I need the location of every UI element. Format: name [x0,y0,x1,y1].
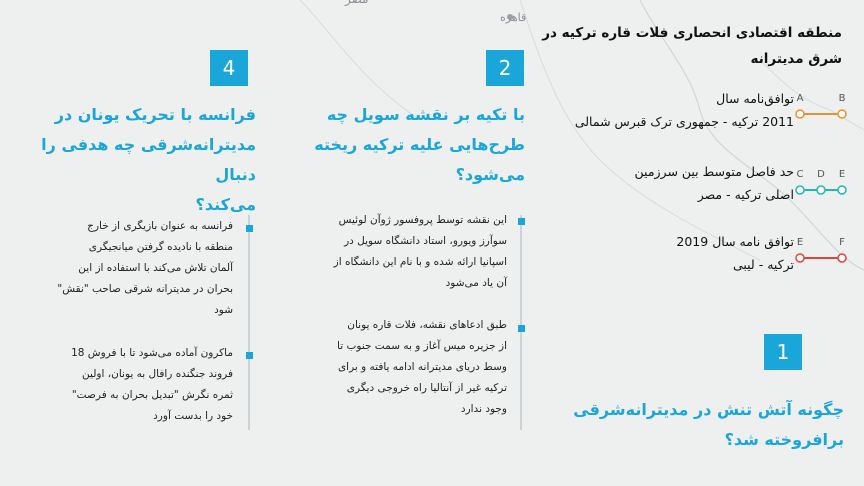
section-2-bullet-1-line: اسپانیا ارائه شده و با نام این دانشگاه از [333,256,507,268]
section-1-heading-line2: برافروخته شد؟ [724,430,844,449]
section-2-bullet-1-marker [518,218,525,225]
section-4-bullet-1-line: شود [214,304,233,316]
section-4-bullet-2-line: فروند جنگنده رافال به یونان، اولین [82,368,233,380]
section-2-bullet-2-marker [518,325,525,332]
section-2-bullet-1 [307,210,507,294]
section-2-heading-line2: طرح‌هایی علیه ترکیه ریخته [314,135,525,154]
legend-item-3-line2: ترکیه - لیبی [732,257,794,272]
section-1-number: 1 [764,334,802,370]
section-2-heading-line1: با تکیه بر نقشه سویل چه [326,105,525,124]
section-4-bullet-2-line: ثمره نگرش "تبدیل بحران به فرصت" [71,389,233,401]
legend-label-b: B [838,93,846,104]
section-4-bullet-1-line: آلمان تلاش می‌کند با استفاده از این [78,262,233,274]
section-4-bullet-1-line: منطقه با نادیده گرفتن میانجیگری [88,241,233,253]
section-4-heading [6,100,256,220]
section-2-heading-line3: می‌شود؟ [455,165,525,184]
legend-item-2-line2: اصلی ترکیه - مصر [697,187,794,202]
legend-label-e: E [838,169,846,180]
legend-label-e2: E [796,237,804,248]
legend-label-f: F [839,237,845,248]
section-2-timeline [520,215,522,430]
legend-item-1-line2: 2011 ترکیه - جمهوری ترک قبرس شمالی [574,114,794,129]
section-1-heading [544,395,844,455]
section-2-bullet-2-line: طبق ادعاهای نقشه، فلات قاره یونان [347,319,507,331]
section-4-heading-line1: فرانسه با تحریک یونان در [54,105,256,124]
legend-item-3-line1: توافق نامه سال 2019 [676,234,794,249]
section-4-bullet-1-line: فرانسه به عنوان بازیگری از خارج [87,220,233,232]
section-4-bullet-2 [18,343,233,427]
section-4-heading-line3: می‌کند؟ [195,195,256,214]
legend-item-3-text [494,230,794,276]
section-4-bullet-2-line: ماکرون آماده می‌شود تا با فروش 18 [71,347,233,359]
section-2-bullet-1-line: آن یاد می‌شود [445,277,507,289]
section-4-timeline [248,215,250,430]
legend-item-1-text [494,87,794,133]
legend-item-2-text [494,160,794,206]
section-2-bullet-2 [307,315,507,420]
section-2-bullet-2-line: وسط دریای مدیترانه ادامه یافته و برای [337,361,507,373]
section-2-bullet-2-line: از جزیره میس آغاز و به سمت جنوب تا [337,340,507,352]
section-2-heading [295,100,525,190]
section-4-bullet-2-line: خود را بدست آورد [153,410,233,422]
legend-item-1-line1: توافق‌نامه سال [716,91,794,106]
section-4-bullet-1 [18,216,233,321]
section-2-bullet-2-line: وجود ندارد [460,403,507,415]
section-4-heading-line2: مدیترانه‌شرقی چه هدفی را دنبال [41,135,256,184]
section-4-bullet-2-marker [246,352,253,359]
section-4-bullet-1-marker [246,225,253,232]
legend-label-c: C [796,169,804,180]
section-4-bullet-1-line: بحران در مدیترانه شرقی صاحب "نقش" [57,283,233,295]
legend-label-d: D [817,169,825,180]
legend-label-a: A [796,93,804,104]
section-2-number: 2 [486,50,524,86]
legend-line-a-b [790,88,850,128]
map-label-egypt [345,0,368,6]
legend-title: منطقه اقتصادی انحصاری فلات قاره ترکیه در شرق مدیترانه [542,25,842,67]
section-4-number: 4 [210,50,248,86]
map-label-cairo: قاهره [500,11,527,24]
section-2-bullet-2-line: ترکیه غیر از آنتالیا راه خروجی دیگری [346,382,507,394]
legend-line-e-f [790,232,850,272]
section-2-bullet-1-line: این نقشه توسط پروفسور ژوآن لوئیس [338,214,507,226]
section-1-heading-line1: چگونه آتش تنش در مدیترانه‌شرقی [573,400,844,419]
legend-item-2-line1: حد فاصل متوسط بین سرزمین [634,164,794,179]
section-2-bullet-1-line: سوآرز ویورو، استاد دانشگاه سویل در [344,235,507,247]
legend-line-c-d-e [790,164,850,204]
